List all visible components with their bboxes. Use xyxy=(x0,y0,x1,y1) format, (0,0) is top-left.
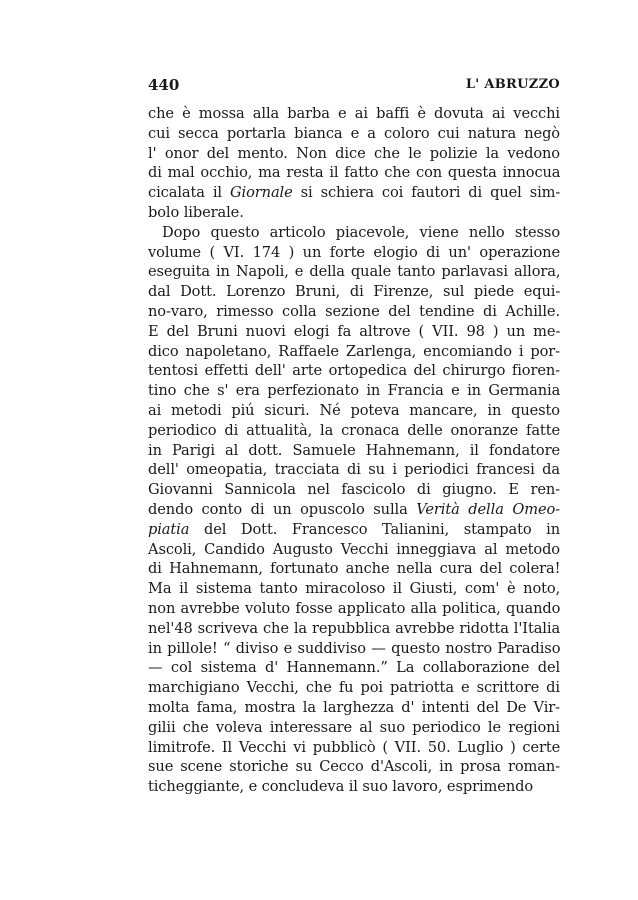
text-run: in Parigi al dott. Samuele Hahnemann, il fondatore xyxy=(148,441,560,459)
text-line xyxy=(148,262,560,282)
text-run: — col sistema d' Hannemann.” La collaborazione del xyxy=(148,659,561,677)
paragraph xyxy=(148,223,560,797)
text-line xyxy=(148,738,560,758)
text-line xyxy=(148,183,560,203)
text-line xyxy=(148,302,560,322)
text-run: nel'48 scriveva che la repubblica avrebbe ridotta l'Italia xyxy=(148,619,561,637)
italic-title: piatia xyxy=(148,520,190,538)
text-line xyxy=(148,342,560,362)
text-run: Ascoli, Candido Augusto Vecchi inneggiava al metodo xyxy=(148,540,560,558)
text-line xyxy=(148,441,560,461)
text-run: dico napoletano, Raffaele Zarlenga, encomiando i por- xyxy=(148,342,560,360)
text-line xyxy=(148,163,560,183)
text-run: Ma il sistema tanto miracoloso il Giusti, com' è noto, xyxy=(148,580,561,598)
text-run: sue scene storiche su Cecco d'Ascoli, in prosa roman- xyxy=(148,758,560,776)
text-run: dell' omeopatia, tracciata di su i periodici francesi da xyxy=(148,461,560,479)
text-line xyxy=(148,124,560,144)
text-line xyxy=(148,639,560,659)
text-line xyxy=(148,322,560,342)
text-run: dendo conto di un opuscolo sulla xyxy=(148,500,417,518)
italic-title: Verità della Omeo- xyxy=(416,500,560,518)
text-run: dal Dott. Lorenzo Bruni, di Firenze, sul piede equi- xyxy=(148,283,561,301)
text-run: eseguita in Napoli, e della quale tanto parlavasi allora, xyxy=(148,263,561,281)
text-line xyxy=(148,520,560,540)
text-line xyxy=(148,777,560,797)
text-run: di mal occhio, ma resta il fatto che con questa innocua xyxy=(148,164,561,182)
italic-title: Giornale xyxy=(229,184,293,202)
text-line xyxy=(148,480,560,500)
text-line xyxy=(148,698,560,718)
text-line xyxy=(148,658,560,678)
text-run: del Dott. Francesco Talianini, stampato in xyxy=(189,520,560,538)
text-line xyxy=(148,282,560,302)
text-line xyxy=(148,540,560,560)
text-run: tino che s' era perfezionato in Francia e in Germania xyxy=(148,382,561,400)
text-run: volume ( VI. 174 ) un forte elogio di un' operazione xyxy=(148,243,560,261)
text-run: E del Bruni nuovi elogi fa altrove ( VII. 98 ) un me- xyxy=(148,322,561,340)
text-run: ai metodi piú sicuri. Né poteva mancare, in questo xyxy=(148,401,560,419)
text-run: Giovanni Sannicola nel fascicolo di giugno. E ren- xyxy=(148,481,560,499)
page-header xyxy=(148,76,560,98)
paragraph xyxy=(148,104,560,223)
text-run: Dopo questo articolo piacevole, viene nello stesso xyxy=(162,223,560,241)
text-run: che è mossa alla barba e ai baffi è dovuta ai vecchi xyxy=(148,105,560,122)
text-line xyxy=(148,144,560,164)
text-line xyxy=(148,361,560,381)
text-line xyxy=(148,579,560,599)
text-run: di Hahnemann, fortunato anche nella cura del colera! xyxy=(148,560,561,578)
text-run: non avrebbe voluto fosse applicato alla politica, quando xyxy=(148,599,561,617)
text-line xyxy=(148,678,560,698)
text-run: l' onor del mento. Non dice che le polizie la vedono xyxy=(148,144,560,162)
body-text xyxy=(148,104,560,797)
text-run: tentosi effetti dell' arte ortopedica del chirurgo fioren- xyxy=(148,362,560,380)
text-line xyxy=(148,559,560,579)
running-title: L' ABRUZZO xyxy=(465,77,560,92)
text-run: si schiera coi fautori di quel sim- xyxy=(292,184,561,202)
text-line xyxy=(148,104,560,124)
text-run: ticheggiante, e concludeva il suo lavoro, esprimendo xyxy=(148,778,534,796)
text-line xyxy=(148,401,560,421)
text-run: marchigiano Vecchi, che fu poi patriotta e scrittore di xyxy=(148,679,560,697)
text-run: cicalata il xyxy=(148,184,230,202)
text-run: limitrofe. Il Vecchi vi pubblicò ( VII. 50. Luglio ) certe xyxy=(148,738,561,756)
text-line xyxy=(148,243,560,263)
text-line xyxy=(148,381,560,401)
text-run: cui secca portarla bianca e a coloro cui natura negò xyxy=(148,124,560,142)
text-line xyxy=(148,500,560,520)
text-line xyxy=(148,718,560,738)
text-line xyxy=(148,619,560,639)
text-line xyxy=(148,460,560,480)
text-run: molta fama, mostra la larghezza d' intenti del De Vir- xyxy=(148,698,561,716)
text-run: no-varo, rimesso colla sezione del tendine di Achille. xyxy=(148,302,560,320)
text-line xyxy=(148,599,560,619)
text-run: in pillole! “ diviso e suddiviso — questo nostro Paradiso xyxy=(148,639,561,657)
page-number: 440 xyxy=(148,76,180,94)
text-line xyxy=(148,421,560,441)
text-line xyxy=(148,203,560,223)
text-run: periodico di attualità, la cronaca delle onoranze fatte xyxy=(148,421,560,439)
text-run: gilii che voleva interessare al suo periodico le regioni xyxy=(148,718,560,736)
text-line xyxy=(148,223,560,243)
text-line xyxy=(148,757,560,777)
text-run: bolo liberale. xyxy=(148,203,244,221)
